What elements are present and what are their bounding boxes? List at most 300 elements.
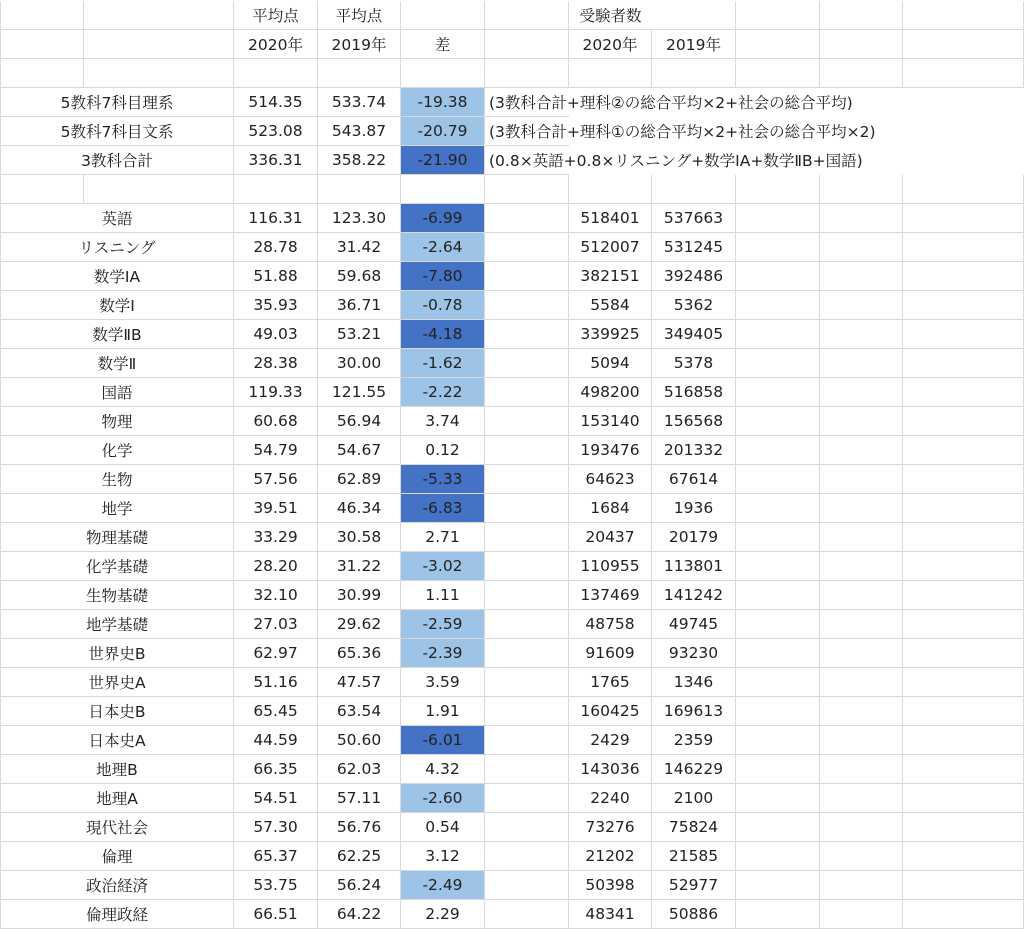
empty-cell[interactable] <box>485 204 569 233</box>
empty-cell[interactable] <box>485 842 569 871</box>
avg-2019[interactable]: 57.11 <box>318 784 401 813</box>
examinees-2020[interactable]: 64623 <box>569 465 652 494</box>
examinees-2020[interactable]: 153140 <box>569 407 652 436</box>
examinees-2019[interactable]: 531245 <box>652 233 736 262</box>
diff[interactable]: -1.62 <box>401 349 485 378</box>
avg-2019[interactable]: 50.60 <box>318 726 401 755</box>
empty-cell[interactable] <box>485 755 569 784</box>
empty-cell[interactable] <box>736 262 820 291</box>
avg-2019[interactable]: 62.25 <box>318 842 401 871</box>
examinees-2019[interactable]: 201332 <box>652 436 736 465</box>
total-diff[interactable]: -19.38 <box>401 88 485 117</box>
empty-cell[interactable] <box>903 755 1024 784</box>
examinees-2020[interactable]: 382151 <box>569 262 652 291</box>
diff[interactable]: 3.74 <box>401 407 485 436</box>
empty-cell[interactable] <box>84 1 234 30</box>
empty-cell[interactable] <box>84 59 234 88</box>
avg-2019[interactable]: 65.36 <box>318 639 401 668</box>
empty-cell[interactable] <box>736 552 820 581</box>
empty-cell[interactable] <box>0 1 84 30</box>
subject-name[interactable]: 日本史A <box>0 726 234 755</box>
empty-cell[interactable] <box>318 175 401 204</box>
examinees-2019[interactable]: 146229 <box>652 755 736 784</box>
subject-name[interactable]: 化学 <box>0 436 234 465</box>
avg-2019[interactable]: 59.68 <box>318 262 401 291</box>
empty-cell[interactable] <box>820 755 903 784</box>
diff[interactable]: -7.80 <box>401 262 485 291</box>
empty-cell[interactable] <box>84 175 234 204</box>
empty-cell[interactable] <box>485 552 569 581</box>
empty-cell[interactable] <box>736 639 820 668</box>
empty-cell[interactable] <box>485 436 569 465</box>
empty-cell[interactable] <box>736 697 820 726</box>
header-diff[interactable]: 差 <box>401 30 485 59</box>
empty-cell[interactable] <box>903 1 1024 30</box>
empty-cell[interactable] <box>0 59 84 88</box>
avg-2019[interactable]: 123.30 <box>318 204 401 233</box>
avg-2019[interactable]: 29.62 <box>318 610 401 639</box>
empty-cell[interactable] <box>820 813 903 842</box>
subject-name[interactable]: 物理 <box>0 407 234 436</box>
diff[interactable]: -3.02 <box>401 552 485 581</box>
avg-2020[interactable]: 54.51 <box>234 784 318 813</box>
examinees-2019[interactable]: 2359 <box>652 726 736 755</box>
empty-cell[interactable] <box>485 175 569 204</box>
total-diff[interactable]: -20.79 <box>401 117 485 146</box>
empty-cell[interactable] <box>820 900 903 929</box>
total-avg-2020[interactable]: 514.35 <box>234 88 318 117</box>
subject-name[interactable]: 倫理政経 <box>0 900 234 929</box>
empty-cell[interactable] <box>485 320 569 349</box>
empty-cell[interactable] <box>903 465 1024 494</box>
avg-2020[interactable]: 44.59 <box>234 726 318 755</box>
empty-cell[interactable] <box>485 407 569 436</box>
examinees-2019[interactable]: 49745 <box>652 610 736 639</box>
examinees-2019[interactable]: 349405 <box>652 320 736 349</box>
empty-cell[interactable] <box>736 175 820 204</box>
empty-cell[interactable] <box>903 175 1024 204</box>
examinees-2019[interactable]: 1936 <box>652 494 736 523</box>
avg-2020[interactable]: 66.35 <box>234 755 318 784</box>
header-examinees-2019[interactable]: 2019年 <box>652 30 736 59</box>
empty-cell[interactable] <box>820 784 903 813</box>
empty-cell[interactable] <box>820 407 903 436</box>
total-avg-2020[interactable]: 523.08 <box>234 117 318 146</box>
empty-cell[interactable] <box>485 813 569 842</box>
empty-cell[interactable] <box>0 175 84 204</box>
total-formula-note[interactable]: (0.8×英語+0.8×リスニング+数学IA+数学ⅡB+国語) <box>485 146 569 175</box>
avg-2020[interactable]: 62.97 <box>234 639 318 668</box>
empty-cell[interactable] <box>652 59 736 88</box>
avg-2019[interactable]: 36.71 <box>318 291 401 320</box>
avg-2020[interactable]: 66.51 <box>234 900 318 929</box>
empty-cell[interactable] <box>736 755 820 784</box>
diff[interactable]: -2.49 <box>401 871 485 900</box>
examinees-2019[interactable]: 113801 <box>652 552 736 581</box>
avg-2020[interactable]: 49.03 <box>234 320 318 349</box>
empty-cell[interactable] <box>84 30 234 59</box>
avg-2020[interactable]: 53.75 <box>234 871 318 900</box>
avg-2020[interactable]: 65.37 <box>234 842 318 871</box>
empty-cell[interactable] <box>401 175 485 204</box>
empty-cell[interactable] <box>903 871 1024 900</box>
empty-cell[interactable] <box>820 697 903 726</box>
empty-cell[interactable] <box>485 900 569 929</box>
avg-2019[interactable]: 121.55 <box>318 378 401 407</box>
diff[interactable]: 2.71 <box>401 523 485 552</box>
empty-cell[interactable] <box>903 494 1024 523</box>
subject-name[interactable]: 地理A <box>0 784 234 813</box>
diff[interactable]: 3.12 <box>401 842 485 871</box>
subject-name[interactable]: 世界史A <box>0 668 234 697</box>
empty-cell[interactable] <box>903 668 1024 697</box>
empty-cell[interactable] <box>736 320 820 349</box>
subject-name[interactable]: 生物基礎 <box>0 581 234 610</box>
avg-2019[interactable]: 30.99 <box>318 581 401 610</box>
avg-2020[interactable]: 32.10 <box>234 581 318 610</box>
header-avg-2020[interactable]: 平均点 <box>234 1 318 30</box>
empty-cell[interactable] <box>736 378 820 407</box>
subject-name[interactable]: 物理基礎 <box>0 523 234 552</box>
avg-2020[interactable]: 57.30 <box>234 813 318 842</box>
empty-cell[interactable] <box>736 1 820 30</box>
empty-cell[interactable] <box>485 726 569 755</box>
examinees-2020[interactable]: 2429 <box>569 726 652 755</box>
diff[interactable]: -6.99 <box>401 204 485 233</box>
empty-cell[interactable] <box>736 291 820 320</box>
examinees-2019[interactable]: 156568 <box>652 407 736 436</box>
empty-cell[interactable] <box>485 1 569 30</box>
avg-2020[interactable]: 28.78 <box>234 233 318 262</box>
empty-cell[interactable] <box>736 494 820 523</box>
avg-2019[interactable]: 62.03 <box>318 755 401 784</box>
empty-cell[interactable] <box>903 581 1024 610</box>
empty-cell[interactable] <box>736 900 820 929</box>
empty-cell[interactable] <box>820 262 903 291</box>
header-examinees-2020[interactable]: 2020年 <box>569 30 652 59</box>
examinees-2020[interactable]: 50398 <box>569 871 652 900</box>
avg-2019[interactable]: 46.34 <box>318 494 401 523</box>
subject-name[interactable]: 倫理 <box>0 842 234 871</box>
empty-cell[interactable] <box>820 59 903 88</box>
avg-2019[interactable]: 53.21 <box>318 320 401 349</box>
empty-cell[interactable] <box>736 581 820 610</box>
avg-2020[interactable]: 51.88 <box>234 262 318 291</box>
subject-name[interactable]: 数学Ⅰ <box>0 291 234 320</box>
empty-cell[interactable] <box>903 900 1024 929</box>
empty-cell[interactable] <box>903 436 1024 465</box>
examinees-2019[interactable]: 537663 <box>652 204 736 233</box>
avg-2019[interactable]: 63.54 <box>318 697 401 726</box>
examinees-2020[interactable]: 512007 <box>569 233 652 262</box>
diff[interactable]: -2.22 <box>401 378 485 407</box>
avg-2020[interactable]: 51.16 <box>234 668 318 697</box>
empty-cell[interactable] <box>903 204 1024 233</box>
empty-cell[interactable] <box>820 436 903 465</box>
examinees-2019[interactable]: 21585 <box>652 842 736 871</box>
avg-2020[interactable]: 35.93 <box>234 291 318 320</box>
empty-cell[interactable] <box>736 349 820 378</box>
empty-cell[interactable] <box>485 378 569 407</box>
diff[interactable]: -2.59 <box>401 610 485 639</box>
empty-cell[interactable] <box>485 639 569 668</box>
empty-cell[interactable] <box>903 552 1024 581</box>
empty-cell[interactable] <box>401 59 485 88</box>
empty-cell[interactable] <box>820 204 903 233</box>
empty-cell[interactable] <box>903 59 1024 88</box>
empty-cell[interactable] <box>736 813 820 842</box>
empty-cell[interactable] <box>820 494 903 523</box>
total-avg-2019[interactable]: 533.74 <box>318 88 401 117</box>
empty-cell[interactable] <box>820 291 903 320</box>
empty-cell[interactable] <box>485 233 569 262</box>
total-formula-note[interactable]: (3教科合計+理科①の総合平均×2+社会の総合平均×2) <box>485 117 569 146</box>
total-name[interactable]: 3教科合計 <box>0 146 234 175</box>
subject-name[interactable]: 数学ⅠA <box>0 262 234 291</box>
diff[interactable]: 1.11 <box>401 581 485 610</box>
header-examinees[interactable]: 受験者数 <box>569 1 652 30</box>
avg-2020[interactable]: 60.68 <box>234 407 318 436</box>
diff[interactable]: -2.60 <box>401 784 485 813</box>
avg-2019[interactable]: 31.22 <box>318 552 401 581</box>
examinees-2020[interactable]: 48341 <box>569 900 652 929</box>
empty-cell[interactable] <box>903 320 1024 349</box>
examinees-2020[interactable]: 5094 <box>569 349 652 378</box>
avg-2020[interactable]: 57.56 <box>234 465 318 494</box>
empty-cell[interactable] <box>736 523 820 552</box>
examinees-2020[interactable]: 48758 <box>569 610 652 639</box>
subject-name[interactable]: 数学Ⅱ <box>0 349 234 378</box>
avg-2020[interactable]: 119.33 <box>234 378 318 407</box>
avg-2020[interactable]: 65.45 <box>234 697 318 726</box>
empty-cell[interactable] <box>485 30 569 59</box>
diff[interactable]: -4.18 <box>401 320 485 349</box>
empty-cell[interactable] <box>820 842 903 871</box>
empty-cell[interactable] <box>903 233 1024 262</box>
empty-cell[interactable] <box>736 668 820 697</box>
examinees-2020[interactable]: 110955 <box>569 552 652 581</box>
examinees-2020[interactable]: 160425 <box>569 697 652 726</box>
diff[interactable]: 1.91 <box>401 697 485 726</box>
avg-2019[interactable]: 30.58 <box>318 523 401 552</box>
empty-cell[interactable] <box>736 436 820 465</box>
empty-cell[interactable] <box>820 465 903 494</box>
avg-2020[interactable]: 39.51 <box>234 494 318 523</box>
examinees-2020[interactable]: 193476 <box>569 436 652 465</box>
avg-2020[interactable]: 33.29 <box>234 523 318 552</box>
empty-cell[interactable] <box>820 581 903 610</box>
avg-2020[interactable]: 116.31 <box>234 204 318 233</box>
subject-name[interactable]: 現代社会 <box>0 813 234 842</box>
examinees-2020[interactable]: 20437 <box>569 523 652 552</box>
examinees-2020[interactable]: 143036 <box>569 755 652 784</box>
subject-name[interactable]: 地学 <box>0 494 234 523</box>
diff[interactable]: 0.12 <box>401 436 485 465</box>
empty-cell[interactable] <box>820 1 903 30</box>
total-name[interactable]: 5教科7科目理系 <box>0 88 234 117</box>
empty-cell[interactable] <box>485 668 569 697</box>
empty-cell[interactable] <box>234 59 318 88</box>
examinees-2020[interactable]: 1684 <box>569 494 652 523</box>
diff[interactable]: 2.29 <box>401 900 485 929</box>
empty-cell[interactable] <box>736 784 820 813</box>
empty-cell[interactable] <box>820 30 903 59</box>
avg-2019[interactable]: 47.57 <box>318 668 401 697</box>
empty-cell[interactable] <box>903 813 1024 842</box>
examinees-2019[interactable]: 141242 <box>652 581 736 610</box>
examinees-2019[interactable]: 516858 <box>652 378 736 407</box>
empty-cell[interactable] <box>903 697 1024 726</box>
diff[interactable]: -2.39 <box>401 639 485 668</box>
avg-2020[interactable]: 28.38 <box>234 349 318 378</box>
subject-name[interactable]: リスニング <box>0 233 234 262</box>
empty-cell[interactable] <box>0 30 84 59</box>
total-diff[interactable]: -21.90 <box>401 146 485 175</box>
total-avg-2019[interactable]: 543.87 <box>318 117 401 146</box>
diff[interactable]: -5.33 <box>401 465 485 494</box>
avg-2019[interactable]: 64.22 <box>318 900 401 929</box>
empty-cell[interactable] <box>903 784 1024 813</box>
header-avg-2019[interactable]: 平均点 <box>318 1 401 30</box>
empty-cell[interactable] <box>485 291 569 320</box>
examinees-2019[interactable]: 52977 <box>652 871 736 900</box>
examinees-2019[interactable]: 5378 <box>652 349 736 378</box>
diff[interactable]: -6.83 <box>401 494 485 523</box>
empty-cell[interactable] <box>569 59 652 88</box>
examinees-2020[interactable]: 137469 <box>569 581 652 610</box>
empty-cell[interactable] <box>736 871 820 900</box>
empty-cell[interactable] <box>820 349 903 378</box>
empty-cell[interactable] <box>820 552 903 581</box>
empty-cell[interactable] <box>903 407 1024 436</box>
empty-cell[interactable] <box>736 610 820 639</box>
empty-cell[interactable] <box>903 523 1024 552</box>
empty-cell[interactable] <box>903 610 1024 639</box>
examinees-2020[interactable]: 73276 <box>569 813 652 842</box>
avg-2019[interactable]: 56.94 <box>318 407 401 436</box>
empty-cell[interactable] <box>736 407 820 436</box>
avg-2019[interactable]: 56.76 <box>318 813 401 842</box>
examinees-2020[interactable]: 339925 <box>569 320 652 349</box>
empty-cell[interactable] <box>820 175 903 204</box>
examinees-2019[interactable]: 93230 <box>652 639 736 668</box>
avg-2019[interactable]: 31.42 <box>318 233 401 262</box>
total-formula-note[interactable]: (3教科合計+理科②の総合平均×2+社会の総合平均) <box>485 88 569 117</box>
avg-2020[interactable]: 28.20 <box>234 552 318 581</box>
examinees-2019[interactable]: 75824 <box>652 813 736 842</box>
empty-cell[interactable] <box>820 320 903 349</box>
subject-name[interactable]: 地理B <box>0 755 234 784</box>
total-name[interactable]: 5教科7科目文系 <box>0 117 234 146</box>
empty-cell[interactable] <box>903 291 1024 320</box>
empty-cell[interactable] <box>485 784 569 813</box>
examinees-2019[interactable]: 1346 <box>652 668 736 697</box>
empty-cell[interactable] <box>903 349 1024 378</box>
examinees-2020[interactable]: 518401 <box>569 204 652 233</box>
subject-name[interactable]: 世界史B <box>0 639 234 668</box>
empty-cell[interactable] <box>820 610 903 639</box>
avg-2019[interactable]: 62.89 <box>318 465 401 494</box>
examinees-2019[interactable]: 392486 <box>652 262 736 291</box>
avg-2019[interactable]: 54.67 <box>318 436 401 465</box>
header-year-2019[interactable]: 2019年 <box>318 30 401 59</box>
total-avg-2020[interactable]: 336.31 <box>234 146 318 175</box>
examinees-2019[interactable]: 67614 <box>652 465 736 494</box>
avg-2020[interactable]: 54.79 <box>234 436 318 465</box>
empty-cell[interactable] <box>736 204 820 233</box>
avg-2019[interactable]: 30.00 <box>318 349 401 378</box>
examinees-2020[interactable]: 1765 <box>569 668 652 697</box>
empty-cell[interactable] <box>736 59 820 88</box>
subject-name[interactable]: 政治経済 <box>0 871 234 900</box>
avg-2019[interactable]: 56.24 <box>318 871 401 900</box>
empty-cell[interactable] <box>485 697 569 726</box>
empty-cell[interactable] <box>485 349 569 378</box>
subject-name[interactable]: 地学基礎 <box>0 610 234 639</box>
empty-cell[interactable] <box>820 871 903 900</box>
examinees-2019[interactable]: 169613 <box>652 697 736 726</box>
diff[interactable]: 0.54 <box>401 813 485 842</box>
subject-name[interactable]: 英語 <box>0 204 234 233</box>
subject-name[interactable]: 生物 <box>0 465 234 494</box>
examinees-2020[interactable]: 2240 <box>569 784 652 813</box>
empty-cell[interactable] <box>820 233 903 262</box>
empty-cell[interactable] <box>736 465 820 494</box>
empty-cell[interactable] <box>485 465 569 494</box>
diff[interactable]: -0.78 <box>401 291 485 320</box>
examinees-2019[interactable]: 5362 <box>652 291 736 320</box>
empty-cell[interactable] <box>318 59 401 88</box>
empty-cell[interactable] <box>736 30 820 59</box>
examinees-2020[interactable]: 5584 <box>569 291 652 320</box>
empty-cell[interactable] <box>820 668 903 697</box>
empty-cell[interactable] <box>820 726 903 755</box>
empty-cell[interactable] <box>485 610 569 639</box>
empty-cell[interactable] <box>485 494 569 523</box>
empty-cell[interactable] <box>820 639 903 668</box>
subject-name[interactable]: 化学基礎 <box>0 552 234 581</box>
empty-cell[interactable] <box>485 871 569 900</box>
empty-cell[interactable] <box>903 378 1024 407</box>
empty-cell[interactable] <box>234 175 318 204</box>
diff[interactable]: -6.01 <box>401 726 485 755</box>
diff[interactable]: 4.32 <box>401 755 485 784</box>
empty-cell[interactable] <box>485 523 569 552</box>
empty-cell[interactable] <box>485 581 569 610</box>
empty-cell[interactable] <box>652 175 736 204</box>
avg-2020[interactable]: 27.03 <box>234 610 318 639</box>
subject-name[interactable]: 国語 <box>0 378 234 407</box>
examinees-2020[interactable]: 498200 <box>569 378 652 407</box>
empty-cell[interactable] <box>736 726 820 755</box>
examinees-2019[interactable]: 50886 <box>652 900 736 929</box>
diff[interactable]: 3.59 <box>401 668 485 697</box>
empty-cell[interactable] <box>401 1 485 30</box>
header-year-2020[interactable]: 2020年 <box>234 30 318 59</box>
subject-name[interactable]: 日本史B <box>0 697 234 726</box>
examinees-2020[interactable]: 91609 <box>569 639 652 668</box>
diff[interactable]: -2.64 <box>401 233 485 262</box>
empty-cell[interactable] <box>736 233 820 262</box>
empty-cell[interactable] <box>652 1 736 30</box>
subject-name[interactable]: 数学ⅡB <box>0 320 234 349</box>
examinees-2019[interactable]: 2100 <box>652 784 736 813</box>
empty-cell[interactable] <box>736 842 820 871</box>
examinees-2019[interactable]: 20179 <box>652 523 736 552</box>
empty-cell[interactable] <box>903 726 1024 755</box>
empty-cell[interactable] <box>903 262 1024 291</box>
empty-cell[interactable] <box>903 30 1024 59</box>
